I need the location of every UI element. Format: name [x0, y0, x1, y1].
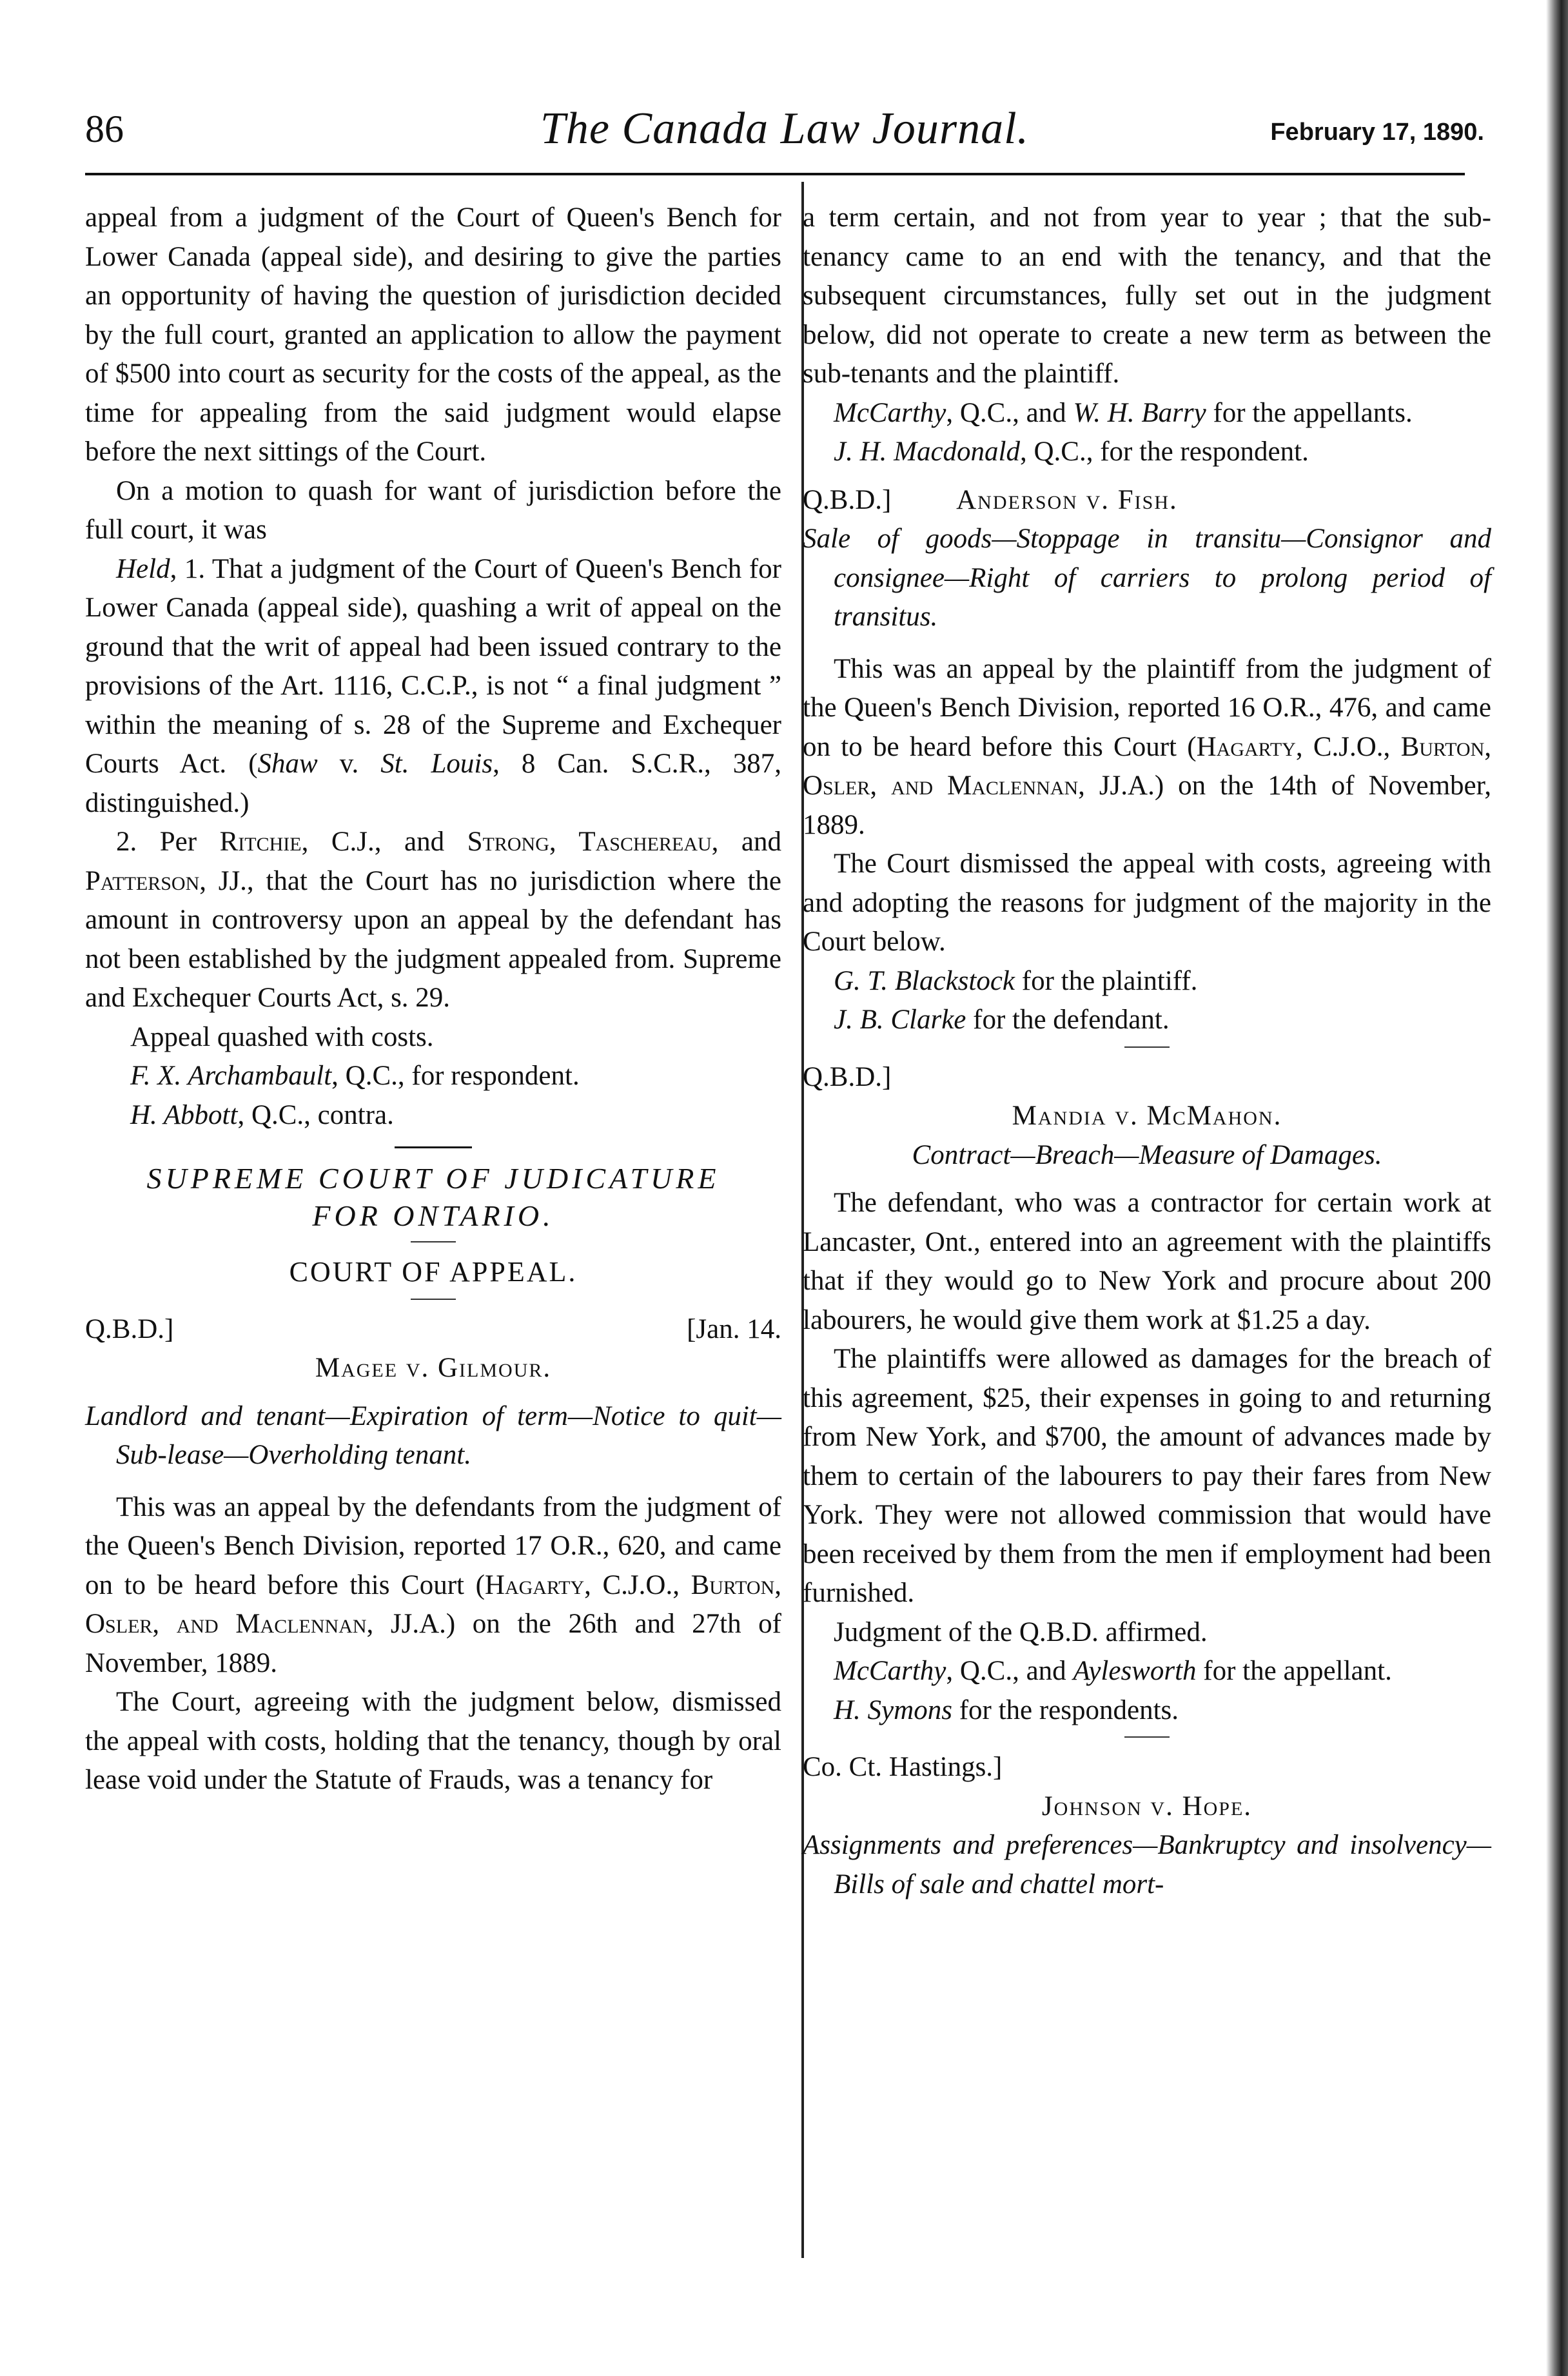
counsel-line [803, 433, 1491, 472]
case-division: Co. Ct. Hastings.] [803, 1752, 1003, 1782]
counsel-line [803, 1001, 1491, 1040]
counsel-name: McCarthy [834, 1656, 946, 1686]
court-subheading: COURT OF APPEAL. [289, 1256, 578, 1288]
counsel-name: H. Abbott [130, 1099, 238, 1130]
text-run: , JJ.A.) on the 26th and 27th of November, 1889. [85, 1609, 781, 1678]
text-run: for the respondents. [952, 1694, 1179, 1725]
paragraph: Judgment of the Q.B.D. affirmed. [834, 1616, 1208, 1647]
right-column [803, 199, 1491, 1908]
text-run: , Q.C., and [946, 1656, 1073, 1686]
case-headnote: Landlord and tenant—Expiration of term—Notice to quit—Sub-lease—Overholding tenant. [85, 1400, 781, 1470]
text-run: for the appellants. [1206, 397, 1413, 428]
counsel-name: G. T. Blackstock [834, 965, 1015, 996]
case-title: Mandia v. McMahon. [1012, 1101, 1282, 1131]
counsel-role: , Q.C., contra. [237, 1099, 394, 1130]
left-column [85, 199, 781, 1800]
paragraph: The plaintiffs were allowed as damages for the breach of this agreement, $25, their expenses in going to and returning from New York, and $700, the amount of advances made by them to certain of the labourers to pay their fares from New York. They were not allowed commission that would have been received by them from the men if employment had been furnished. [803, 1344, 1491, 1608]
spacer [803, 472, 1491, 481]
text-run: , JJ., that the Court has no jurisdiction where the amount in controversy upon an appeal by the defendant has not been established by the judgment appealed from. Supreme and Exchequer Courts Act, s. 29. [85, 865, 781, 1013]
case-meta [85, 1310, 781, 1350]
case-title: Magee v. Gilmour. [315, 1353, 552, 1383]
case-headnote: Assignments and preferences—Bankruptcy and insolvency—Bills of sale and chattel mort- [803, 1830, 1491, 1900]
case-division: Q.B.D.] [803, 484, 892, 515]
spacer [803, 1175, 1491, 1184]
counsel-role: , Q.C., for respondent. [331, 1061, 580, 1091]
section-rule [411, 1299, 456, 1300]
case-title: Anderson v. Fish. [956, 484, 1178, 515]
case-meta [803, 481, 1491, 520]
case-citation-party: St. Louis [380, 749, 493, 779]
held-paragraph [85, 550, 781, 823]
counsel-line [803, 394, 1491, 433]
judge-name: Strong, Taschereau [467, 827, 712, 857]
judge-name: Hagarty, C.J.O., Burton, Osler, and Maclennan [803, 731, 1491, 801]
paragraph: On a motion to quash for want of jurisdiction before the full court, it was [85, 475, 781, 545]
page-edge-shadow [1546, 0, 1568, 2376]
spacer [803, 641, 1491, 650]
spacer [85, 1479, 781, 1488]
counsel-line [85, 1057, 781, 1096]
paragraph: The Court, agreeing with the judgment below, dismissed the appeal with costs, holding that the tenancy, though by oral lease void under the Statute of Frauds, was a tenancy for [85, 1687, 781, 1795]
counsel-name: J. B. Clarke [834, 1005, 966, 1035]
case-division: Q.B.D.] [803, 1061, 892, 1092]
journal-title: The Canada Law Journal. [540, 104, 1030, 153]
spacer [85, 1388, 781, 1397]
held-label: Held [116, 553, 170, 584]
section-rule [1124, 1046, 1170, 1048]
issue-date: February 17, 1890. [1270, 119, 1484, 146]
text-run: , Q.C., for the respondent. [1020, 437, 1309, 467]
paragraph [85, 1488, 781, 1684]
counsel-line [803, 1691, 1491, 1731]
judge-name: Ritchie [219, 827, 302, 857]
section-rule [1124, 1736, 1170, 1738]
court-heading: SUPREME COURT OF JUDICATURE [146, 1162, 720, 1195]
section-rule [395, 1146, 472, 1148]
counsel-name: J. H. Macdonald [834, 437, 1020, 467]
text-run: This was an appeal by the plaintiff from the judgment of the Queen's Bench Division, reported 16 O.R., 476, and came on to be heard before this Court ( [803, 653, 1491, 762]
text-run: , Q.C., and [946, 397, 1073, 428]
case-title: Johnson v. Hope. [1041, 1791, 1253, 1821]
page-header [85, 97, 1484, 168]
text-run: for the appellant. [1196, 1656, 1392, 1686]
paragraph: The defendant, who was a contractor for certain work at Lancaster, Ont., entered into an agreement with the plaintiffs that if they would go to New York and procure about 200 labourers, he would give them work at $1.25 a day. [803, 1188, 1491, 1335]
counsel-line [803, 1652, 1491, 1691]
held-paragraph-2 [85, 823, 781, 1018]
counsel-name: F. X. Archambault [130, 1061, 332, 1091]
held-text-end: , 8 Can. S.C.R., 387, distinguished.) [85, 749, 781, 818]
text-run: , C.J., and [301, 827, 467, 857]
counsel-line [803, 962, 1491, 1001]
counsel-name: McCarthy [834, 397, 946, 428]
counsel-name: H. Symons [834, 1694, 952, 1725]
versus: v. [317, 749, 381, 779]
text-run: , and [711, 827, 782, 857]
text-run: for the plaintiff. [1015, 965, 1198, 996]
text-run: 2. Per [116, 827, 220, 857]
text-run: for the defendant. [966, 1005, 1170, 1035]
text-run: , JJ.A.) on the 14th of November, 1889. [803, 771, 1491, 840]
case-citation-party: Shaw [257, 749, 318, 779]
held-text: , 1. That a judgment of the Court of Queen's Bench for Lower Canada (appeal side), quashing a writ of appeal on the ground that the writ of appeal had been issued contrary to the provisions of the Art. 1116, C.C.P., is not “ a final judgment ” within the meaning of s. 28 of the Supreme and Exchequer Courts Act. ( [85, 553, 781, 779]
court-heading: FOR ONTARIO. [312, 1199, 554, 1232]
page-number: 86 [85, 108, 124, 150]
counsel-line [85, 1096, 781, 1135]
judge-name: Hagarty, C.J.O., Burton, Osler, and Maclennan [85, 1569, 781, 1639]
header-rule [85, 173, 1465, 175]
disposition: Appeal quashed with costs. [130, 1021, 434, 1052]
paragraph: a term certain, and not from year to year ; that the sub-tenancy came to an end with the tenancy, and that the subsequent circumstances, fully set out in the judgment below, did not operate to create a new term as between the sub-tenants and the plaintiff. [803, 202, 1491, 389]
text-run: This was an appeal by the defendants from the judgment of the Queen's Bench Division, reported 17 O.R., 620, and came on to be heard before this Court ( [85, 1491, 781, 1600]
paragraph: appeal from a judgment of the Court of Queen's Bench for Lower Canada (appeal side), and desiring to give the parties an opportunity of having the question of jurisdiction decided by the full court, granted an application to allow the payment of $500 into court as security for the costs of the appeal, as the time for appealing from the said judgment would elapse before the next sittings of the Court. [85, 202, 781, 467]
case-headnote: Sale of goods—Stoppage in transitu—Consignor and consignee—Right of carriers to prolong period of transitus. [803, 524, 1491, 632]
paragraph: The Court dismissed the appeal with costs, agreeing with and adopting the reasons for judgment of the majority in the Court below. [803, 849, 1491, 957]
counsel-name: W. H. Barry [1073, 397, 1206, 428]
counsel-name: Aylesworth [1073, 1656, 1197, 1686]
judge-name: Patterson [85, 865, 200, 896]
case-headnote: Contract—Breach—Measure of Damages. [912, 1139, 1382, 1170]
case-date: [Jan. 14. [687, 1313, 781, 1344]
section-rule [411, 1241, 456, 1242]
case-division: Q.B.D.] [85, 1313, 174, 1344]
paragraph [803, 650, 1491, 845]
